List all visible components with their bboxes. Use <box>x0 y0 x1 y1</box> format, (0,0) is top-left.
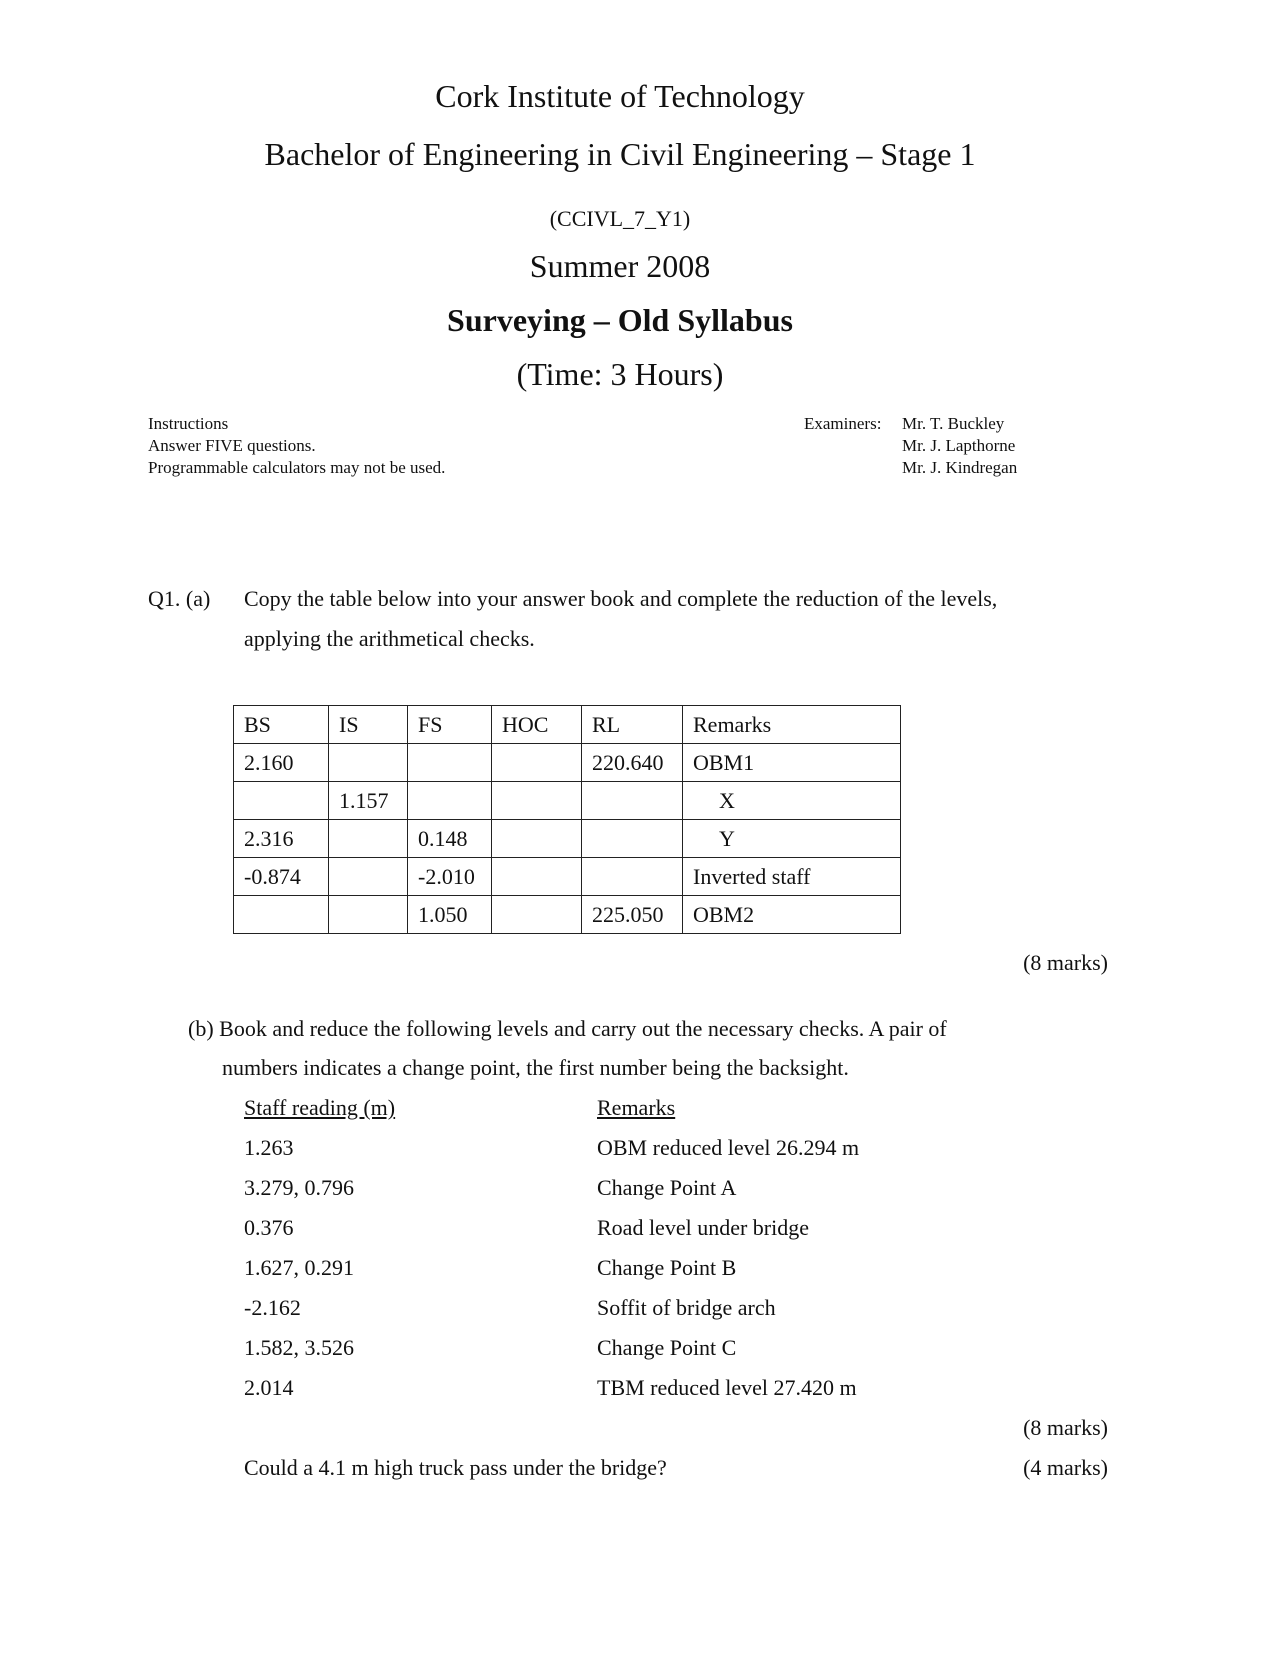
table-cell <box>582 820 683 858</box>
table-cell: 1.050 <box>408 896 492 934</box>
table-header-cell: HOC <box>492 706 582 744</box>
programme-title: Bachelor of Engineering in Civil Engineering – Stage 1 <box>264 136 976 172</box>
staff-remark: Soffit of bridge arch <box>597 1295 776 1320</box>
table-cell: 1.157 <box>329 782 408 820</box>
table-cell <box>329 896 408 934</box>
staff-reading: 3.279, 0.796 <box>244 1175 354 1200</box>
table-cell: -0.874 <box>234 858 329 896</box>
table-row <box>234 896 901 934</box>
table-cell <box>492 782 582 820</box>
examiners-list <box>902 413 1017 479</box>
table-cell <box>492 820 582 858</box>
instructions-title: Instructions <box>148 414 229 433</box>
staff-remark: Change Point C <box>597 1335 737 1360</box>
table-header-cell: IS <box>329 706 408 744</box>
table-cell <box>492 858 582 896</box>
q1a-text-line: Copy the table below into your answer book and complete the reduction of the levels, <box>244 586 998 611</box>
table-row <box>234 820 901 858</box>
table-cell <box>492 744 582 782</box>
table-cell: Y <box>683 820 901 858</box>
table-cell: 2.316 <box>234 820 329 858</box>
staff-remark: Road level under bridge <box>597 1215 809 1240</box>
table-cell <box>492 896 582 934</box>
table-cell <box>329 858 408 896</box>
staff-reading-header: Staff reading (m) <box>244 1095 396 1120</box>
staff-reading: -2.162 <box>244 1295 301 1320</box>
subject-title: Surveying – Old Syllabus <box>447 302 793 338</box>
table-cell: -2.010 <box>408 858 492 896</box>
q1b-text-line: (b) Book and reduce the following levels and carry out the necessary checks. A pair of <box>188 1016 947 1041</box>
table-cell: 2.160 <box>234 744 329 782</box>
table-cell: 220.640 <box>582 744 683 782</box>
bridge-question: Could a 4.1 m high truck pass under the bridge? <box>244 1455 667 1480</box>
marks-label: (8 marks) <box>1023 1415 1108 1440</box>
institution-title: Cork Institute of Technology <box>435 78 805 114</box>
table-row <box>234 782 901 820</box>
staff-reading: 1.582, 3.526 <box>244 1335 354 1360</box>
staff-reading: 1.627, 0.291 <box>244 1255 354 1280</box>
staff-remark: TBM reduced level 27.420 m <box>597 1375 857 1400</box>
staff-remark: Change Point B <box>597 1255 737 1280</box>
question-label: Q1. (a) <box>148 586 211 611</box>
table-cell <box>234 896 329 934</box>
table-cell: OBM2 <box>683 896 901 934</box>
table-header-cell: RL <box>582 706 683 744</box>
table-cell: OBM1 <box>683 744 901 782</box>
levels-table <box>233 705 901 934</box>
table-cell <box>408 782 492 820</box>
exam-duration: (Time: 3 Hours) <box>516 356 724 392</box>
examiners-label: Examiners: <box>804 414 882 433</box>
exam-session: Summer 2008 <box>529 248 711 284</box>
q1b-text-line: numbers indicates a change point, the first number being the backsight. <box>222 1055 849 1080</box>
table-header-cell: FS <box>408 706 492 744</box>
table-cell <box>329 820 408 858</box>
q1a-text-line: applying the arithmetical checks. <box>244 626 535 651</box>
instructions-block <box>148 413 445 479</box>
table-header-cell: Remarks <box>683 706 901 744</box>
staff-reading: 1.263 <box>244 1135 294 1160</box>
examiner-name: Mr. J. Kindregan <box>902 458 1018 477</box>
staff-remark: OBM reduced level 26.294 m <box>597 1135 860 1160</box>
table-cell <box>234 782 329 820</box>
examiner-name: Mr. T. Buckley <box>902 414 1005 433</box>
marks-label: (8 marks) <box>1023 950 1108 975</box>
table-cell <box>582 858 683 896</box>
instructions-line: Programmable calculators may not be used. <box>148 458 446 477</box>
instructions-line: Answer FIVE questions. <box>148 436 316 455</box>
table-cell: 0.148 <box>408 820 492 858</box>
table-cell: 225.050 <box>582 896 683 934</box>
table-cell <box>329 744 408 782</box>
table-header-cell: BS <box>234 706 329 744</box>
table-header-row <box>234 706 901 744</box>
table-row <box>234 858 901 896</box>
table-cell: X <box>683 782 901 820</box>
remarks-header: Remarks <box>597 1095 676 1120</box>
programme-code: (CCIVL_7_Y1) <box>549 206 691 231</box>
staff-remark: Change Point A <box>597 1175 737 1200</box>
table-cell <box>408 744 492 782</box>
marks-label: (4 marks) <box>1023 1455 1108 1480</box>
table-row <box>234 744 901 782</box>
examiner-name: Mr. J. Lapthorne <box>902 436 1016 455</box>
staff-reading: 0.376 <box>244 1215 294 1240</box>
staff-reading: 2.014 <box>244 1375 294 1400</box>
table-cell: Inverted staff <box>683 858 901 896</box>
table-cell <box>582 782 683 820</box>
